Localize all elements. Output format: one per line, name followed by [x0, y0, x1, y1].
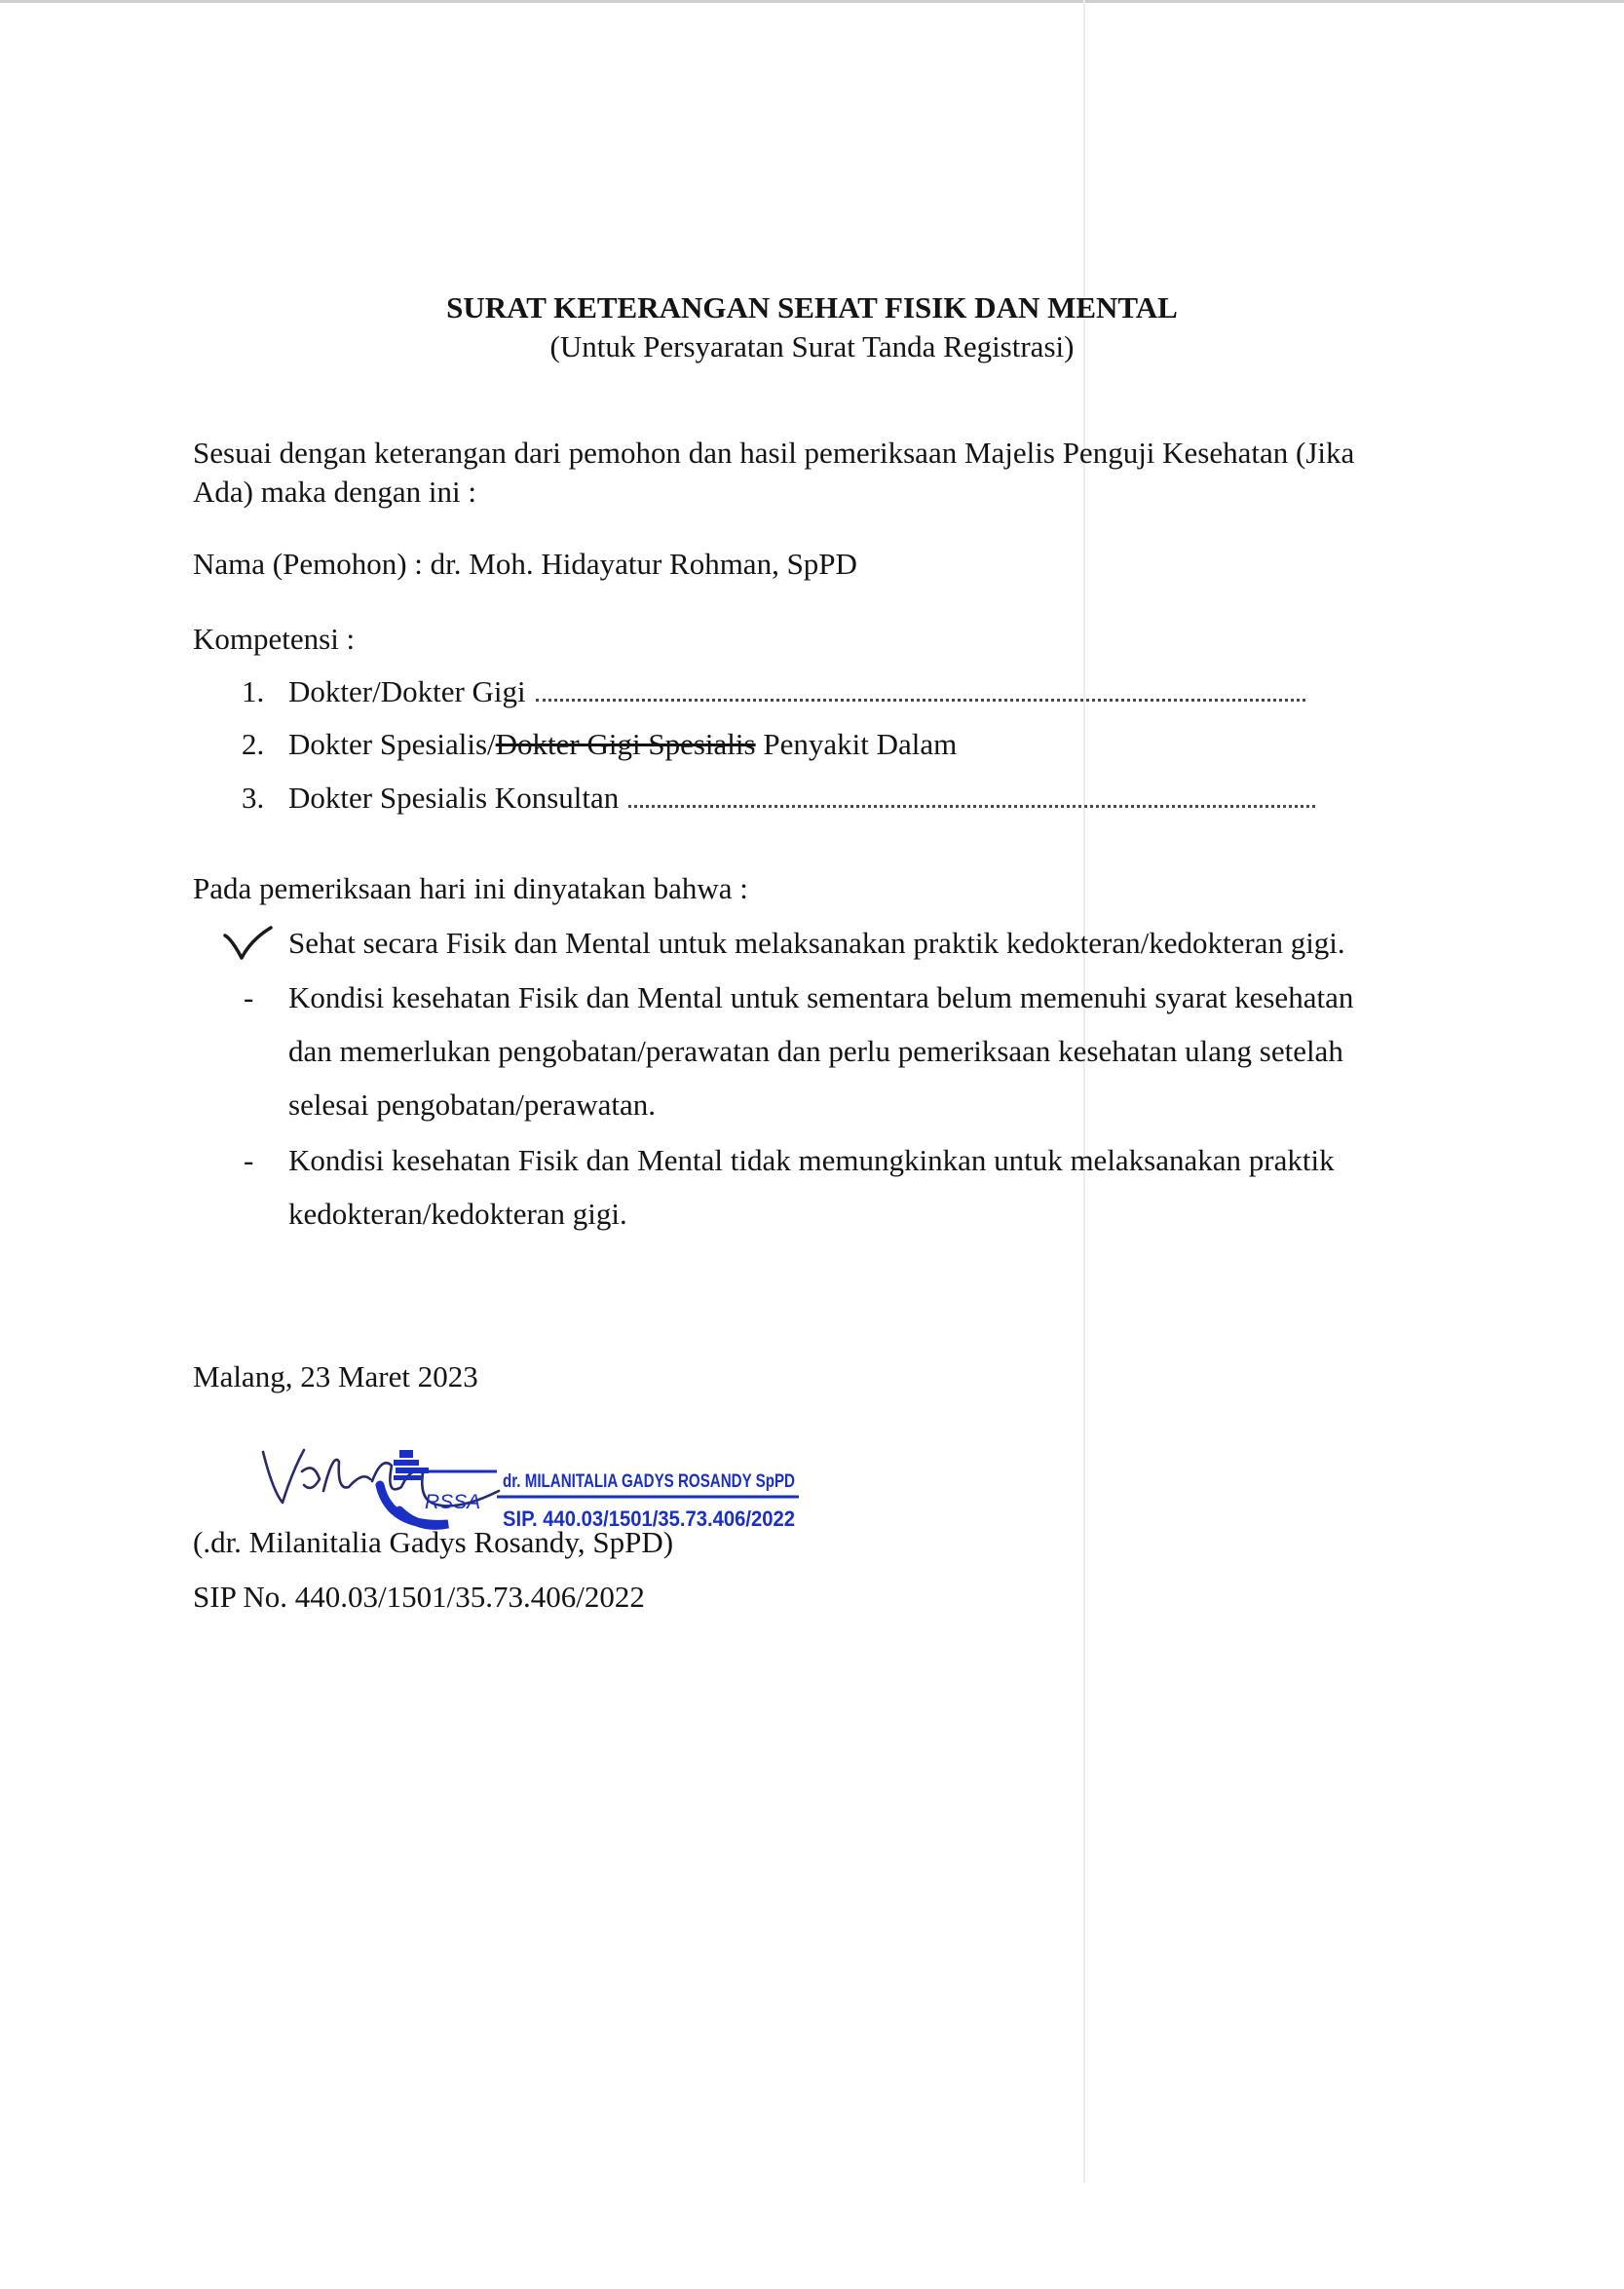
place-date: Malang, 23 Maret 2023	[193, 1359, 478, 1393]
document-title: SURAT KETERANGAN SEHAT FISIK DAN MENTAL	[446, 290, 1178, 324]
competence-item-3	[288, 781, 1315, 816]
statement-2-line: dan memerlukan pengobatan/perawatan dan perlu pemeriksaan kesehatan ulang setelah	[288, 1034, 1343, 1068]
competence-item-2	[288, 727, 957, 762]
struck-text: Dokter Gigi Spesialis	[495, 727, 756, 761]
intro-line-2: Ada) maka dengan ini :	[193, 475, 476, 509]
stamp-sip: SIP. 440.03/1501/35.73.406/2022	[503, 1507, 795, 1531]
scan-fold-line	[1083, 0, 1085, 2183]
competence-text: Dokter/Dokter Gigi	[288, 674, 526, 708]
signer-name: (.dr. Milanitalia Gadys Rosandy, SpPD)	[193, 1525, 674, 1559]
statement-3-line: Kondisi kesehatan Fisik dan Mental tidak memungkinkan untuk melaksanakan praktik	[288, 1143, 1335, 1177]
competence-number: 3.	[242, 781, 265, 815]
scan-edge	[0, 0, 1624, 3]
competence-text: Dokter Spesialis/	[288, 727, 496, 761]
fill-dots	[536, 677, 1305, 702]
check-icon	[222, 926, 273, 963]
fill-dots	[628, 783, 1315, 808]
competence-item-1	[288, 674, 1305, 709]
statement-2-line: Kondisi kesehatan Fisik dan Mental untuk sementara belum memenuhi syarat kesehatan	[288, 980, 1354, 1014]
competence-number: 2.	[242, 727, 265, 761]
competence-label: Kompetensi :	[193, 622, 356, 656]
competence-number: 1.	[242, 674, 265, 708]
exam-label: Pada pemeriksaan hari ini dinyatakan bahwa :	[193, 871, 748, 905]
signer-sip: SIP No. 440.03/1501/35.73.406/2022	[193, 1580, 645, 1614]
statement-1-line: Sehat secara Fisik dan Mental untuk melaksanakan praktik kedokteran/kedokteran gigi.	[288, 926, 1345, 960]
document-subtitle: (Untuk Persyaratan Surat Tanda Registrasi)	[549, 329, 1075, 363]
competence-specialty: Penyakit Dalam	[755, 727, 958, 761]
applicant-name: Nama (Pemohon) : dr. Moh. Hidayatur Rohman, SpPD	[193, 547, 857, 581]
statement-2-line: selesai pengobatan/perawatan.	[288, 1087, 656, 1122]
statement-marker: -	[244, 1143, 254, 1177]
statement-marker: -	[244, 980, 254, 1014]
stamp-logo-text: RSSA	[425, 1491, 481, 1513]
stamp-name: dr. MILANITALIA GADYS ROSANDY SpPD	[503, 1471, 795, 1492]
statement-3-line: kedokteran/kedokteran gigi.	[288, 1197, 627, 1231]
intro-line-1: Sesuai dengan keterangan dari pemohon dan hasil pemeriksaan Majelis Penguji Kesehatan (Jika	[193, 436, 1355, 470]
competence-text: Dokter Spesialis Konsultan	[288, 781, 620, 815]
